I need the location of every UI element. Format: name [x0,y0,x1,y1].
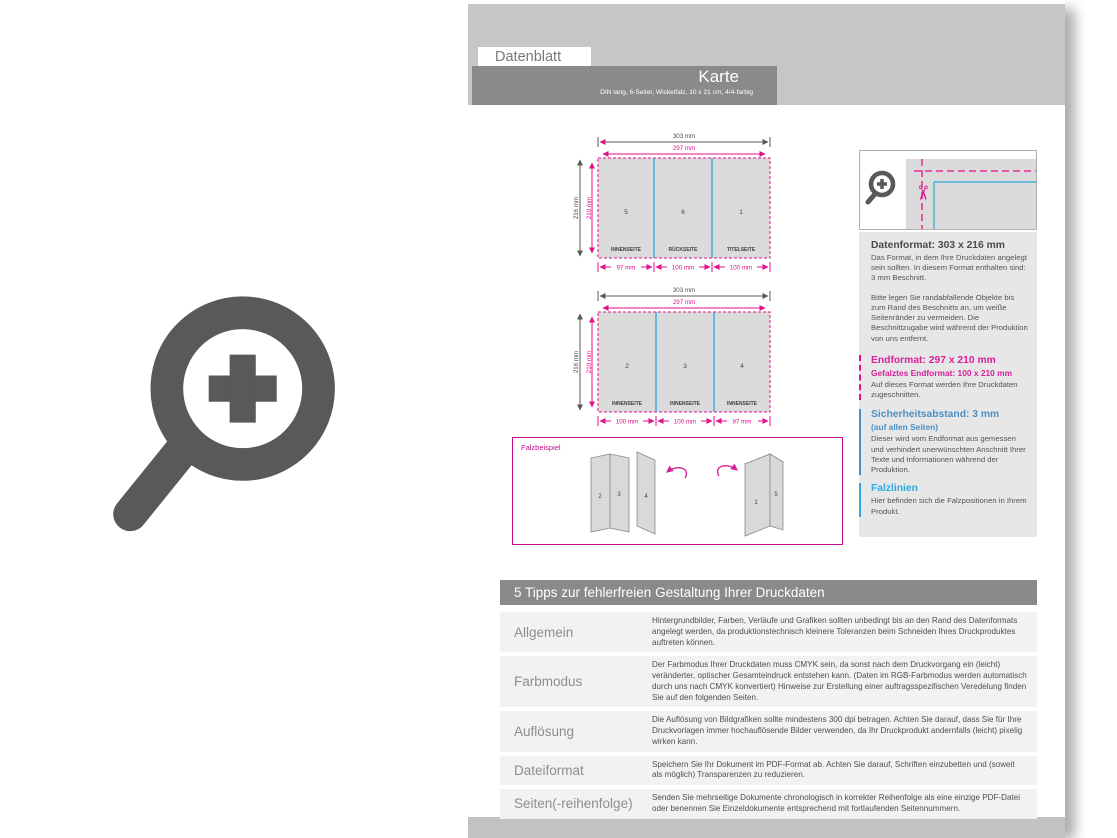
falzlinien-section [859,483,1029,516]
page-subtitle: DIN lang, 6-Seiter, Wickelfalz, 10 x 21 cm, 4/4-farbig [600,88,753,96]
fold-layout-diagram-outside [568,130,798,283]
panel-width-dim: 100 mm [673,418,697,426]
fold-digit: 1 [754,500,758,506]
fold-digit: 3 [617,492,621,498]
fold-digit: 2 [598,494,602,500]
tips-row-label: Dateiformat [514,762,584,778]
magnifier-plus-icon [868,173,893,202]
datenblatt-tab [478,47,591,66]
tips-row-seitenreihenfolge [500,789,1037,819]
tips-row-dateiformat [500,756,1037,786]
tips-header [500,580,1037,605]
fold-layout-diagram-inside [568,284,798,437]
sicherheitsabstand-heading: Sicherheitsabstand: 3 mm [871,409,1000,421]
fold-sheet-panel [637,452,655,534]
fold-sheet-panel [745,454,770,536]
falzbeispiel-label: Falzbeispiel [521,443,561,452]
panel-caption: TITELSEITE [726,247,756,253]
endformat-section [859,355,1029,400]
datenformat-heading: Datenformat: 303 x 216 mm [871,240,1005,251]
falzlinien-body: Hier befinden sich die Falzpositionen in Ihrem Produkt. [871,496,1027,516]
panel-width-dim: 100 mm [615,418,639,426]
fold-direction-arrow [667,468,686,478]
tips-section [500,580,1037,823]
inner-height-dim: 210 mm [586,350,593,374]
inner-width-dim: 297 mm [672,145,696,152]
tips-row-label: Seiten(-reihenfolge) [514,796,633,812]
tips-row-label: Allgemein [514,624,574,640]
datasheet-page [468,0,1065,838]
datenformat-body-2: Bitte legen Sie randabfallende Objekte bis zum Rand des Beschnitts an, um weiße Seitenränder zu vermeiden. Die Beschnittzugabe wird während der Produktion von uns entfernt. [871,292,1028,343]
bleed-area [598,158,770,258]
sicherheitsabstand-subheading: (auf allen Seiten) [871,422,939,433]
datenformat-body-1: Das Format, in dem Ihre Druckdaten angelegt sein sollten. In diesem Format enthalten sind: 3 mm Beschnitt. [871,253,1027,283]
outer-height-dim: 216 mm [573,196,580,220]
endformat-heading: Endformat: 297 x 210 mm [871,354,996,366]
panel-number: 1 [739,209,743,216]
page-title: Karte [698,67,739,86]
zoom-in-icon[interactable] [96,284,358,556]
panel-width-dim: 97 mm [732,418,752,426]
tips-row-text: Die Auflösung von Bildgrafiken sollte mindestens 300 dpi betragen. Achten Sie darauf, dass Sie für Ihre Druckvorlagen immer hochauflösende Bilder verwenden, da Ihr Druckprodukt andernfalls (leicht) pixelig wirken kann. [652,715,1023,746]
panel-caption: RÜCKSEITE [668,247,698,253]
endformat-subheading: Gefalztes Endformat: 100 x 210 mm [871,367,1013,378]
sicherheitsabstand-section [859,409,1029,475]
inner-height-dim: 210 mm [586,196,593,220]
panel-width-dim: 100 mm [729,264,753,272]
panel-number: 5 [624,209,628,216]
fold-sheet-panel [591,454,610,532]
outer-width-dim: 303 mm [672,287,696,294]
panel-caption: INNENSEITE [726,401,758,407]
outer-width-dim: 303 mm [672,133,696,140]
inner-width-dim: 297 mm [672,299,696,306]
tips-row-aufloesung [500,711,1037,751]
fold-direction-arrow [718,466,737,476]
bleed-corner-illustration [860,151,1036,229]
tips-row-text: Der Farbmodus Ihrer Druckdaten muss CMYK sein, da sonst nach dem Druckvorgang ein (leicht) veränderter, optischer Gesamteindruck entstehen kann. (Daten im RGB-Farbmodus werden automatisch durch uns nach CMYK konvertiert) Hinweise zur Erstellung einer auftragsspezifischen Veredelung finden Sie auf den folgenden Seiten. [652,660,1027,702]
tips-row-text: Speichern Sie Ihr Dokument im PDF-Format ab. Achten Sie darauf, Schriften einzubetten und (soweit als möglich) Transparenzen zu reduzieren. [652,759,1015,780]
outer-height-dim: 216 mm [573,350,580,374]
panel-number: 4 [740,363,744,370]
tips-row-label: Auflösung [514,723,575,739]
format-info-panel [859,232,1037,537]
format-illustration-box [859,150,1037,230]
tips-title: 5 Tipps zur fehlerfreien Gestaltung Ihrer Druckdaten [514,585,825,600]
tips-row-label: Farbmodus [514,674,583,690]
panel-caption: INNENSEITE [611,401,643,407]
tips-row-farbmodus [500,656,1037,707]
panel-number: 3 [683,363,687,370]
fold-example-illustration [513,446,842,538]
fold-digit: 5 [774,492,778,498]
scissors-icon: ✂ [911,184,933,202]
fold-digit: 4 [644,494,648,500]
bleed-area [598,312,770,412]
panel-caption: INNENSEITE [669,401,701,407]
panel-width-dim: 97 mm [616,264,636,272]
panel-width-dim: 100 mm [671,264,695,272]
datenformat-section [859,240,1029,344]
panel-caption: INNENSEITE [610,247,642,253]
panel-number: 2 [625,363,629,370]
falzbeispiel-box [512,437,843,545]
tips-row-allgemein [500,612,1037,652]
datenblatt-tab-label: Datenblatt [495,48,562,65]
falzlinien-heading: Falzlinien [871,483,918,495]
endformat-body: Auf dieses Format werden Ihre Druckdaten zugeschnitten. [871,379,1018,400]
title-bar [472,66,777,105]
panel-number: 6 [681,209,685,216]
tips-row-text: Senden Sie mehrseitige Dokumente chronologisch in korrekter Reihenfolge als eine einzige PDF-Datei oder benennen Sie Einzeldokumente entsprechend mit fortlaufenden Seitennummern. [652,793,1021,813]
tips-row-text: Hintergrundbilder, Farben, Verläufe und Grafiken sollten unbedingt bis an den Rand des Datenformats angelegt werden, da produktionstechnisch kleinere Toleranzen beim Schneiden Ihres Druckproduktes auftreten können. [652,616,1018,647]
sicherheitsabstand-body: Dieser wird vom Endformat aus gemessen und verhindert unerwünschten Anschnitt Ihrer Texte und Informationen während der Produktion. [871,434,1026,475]
